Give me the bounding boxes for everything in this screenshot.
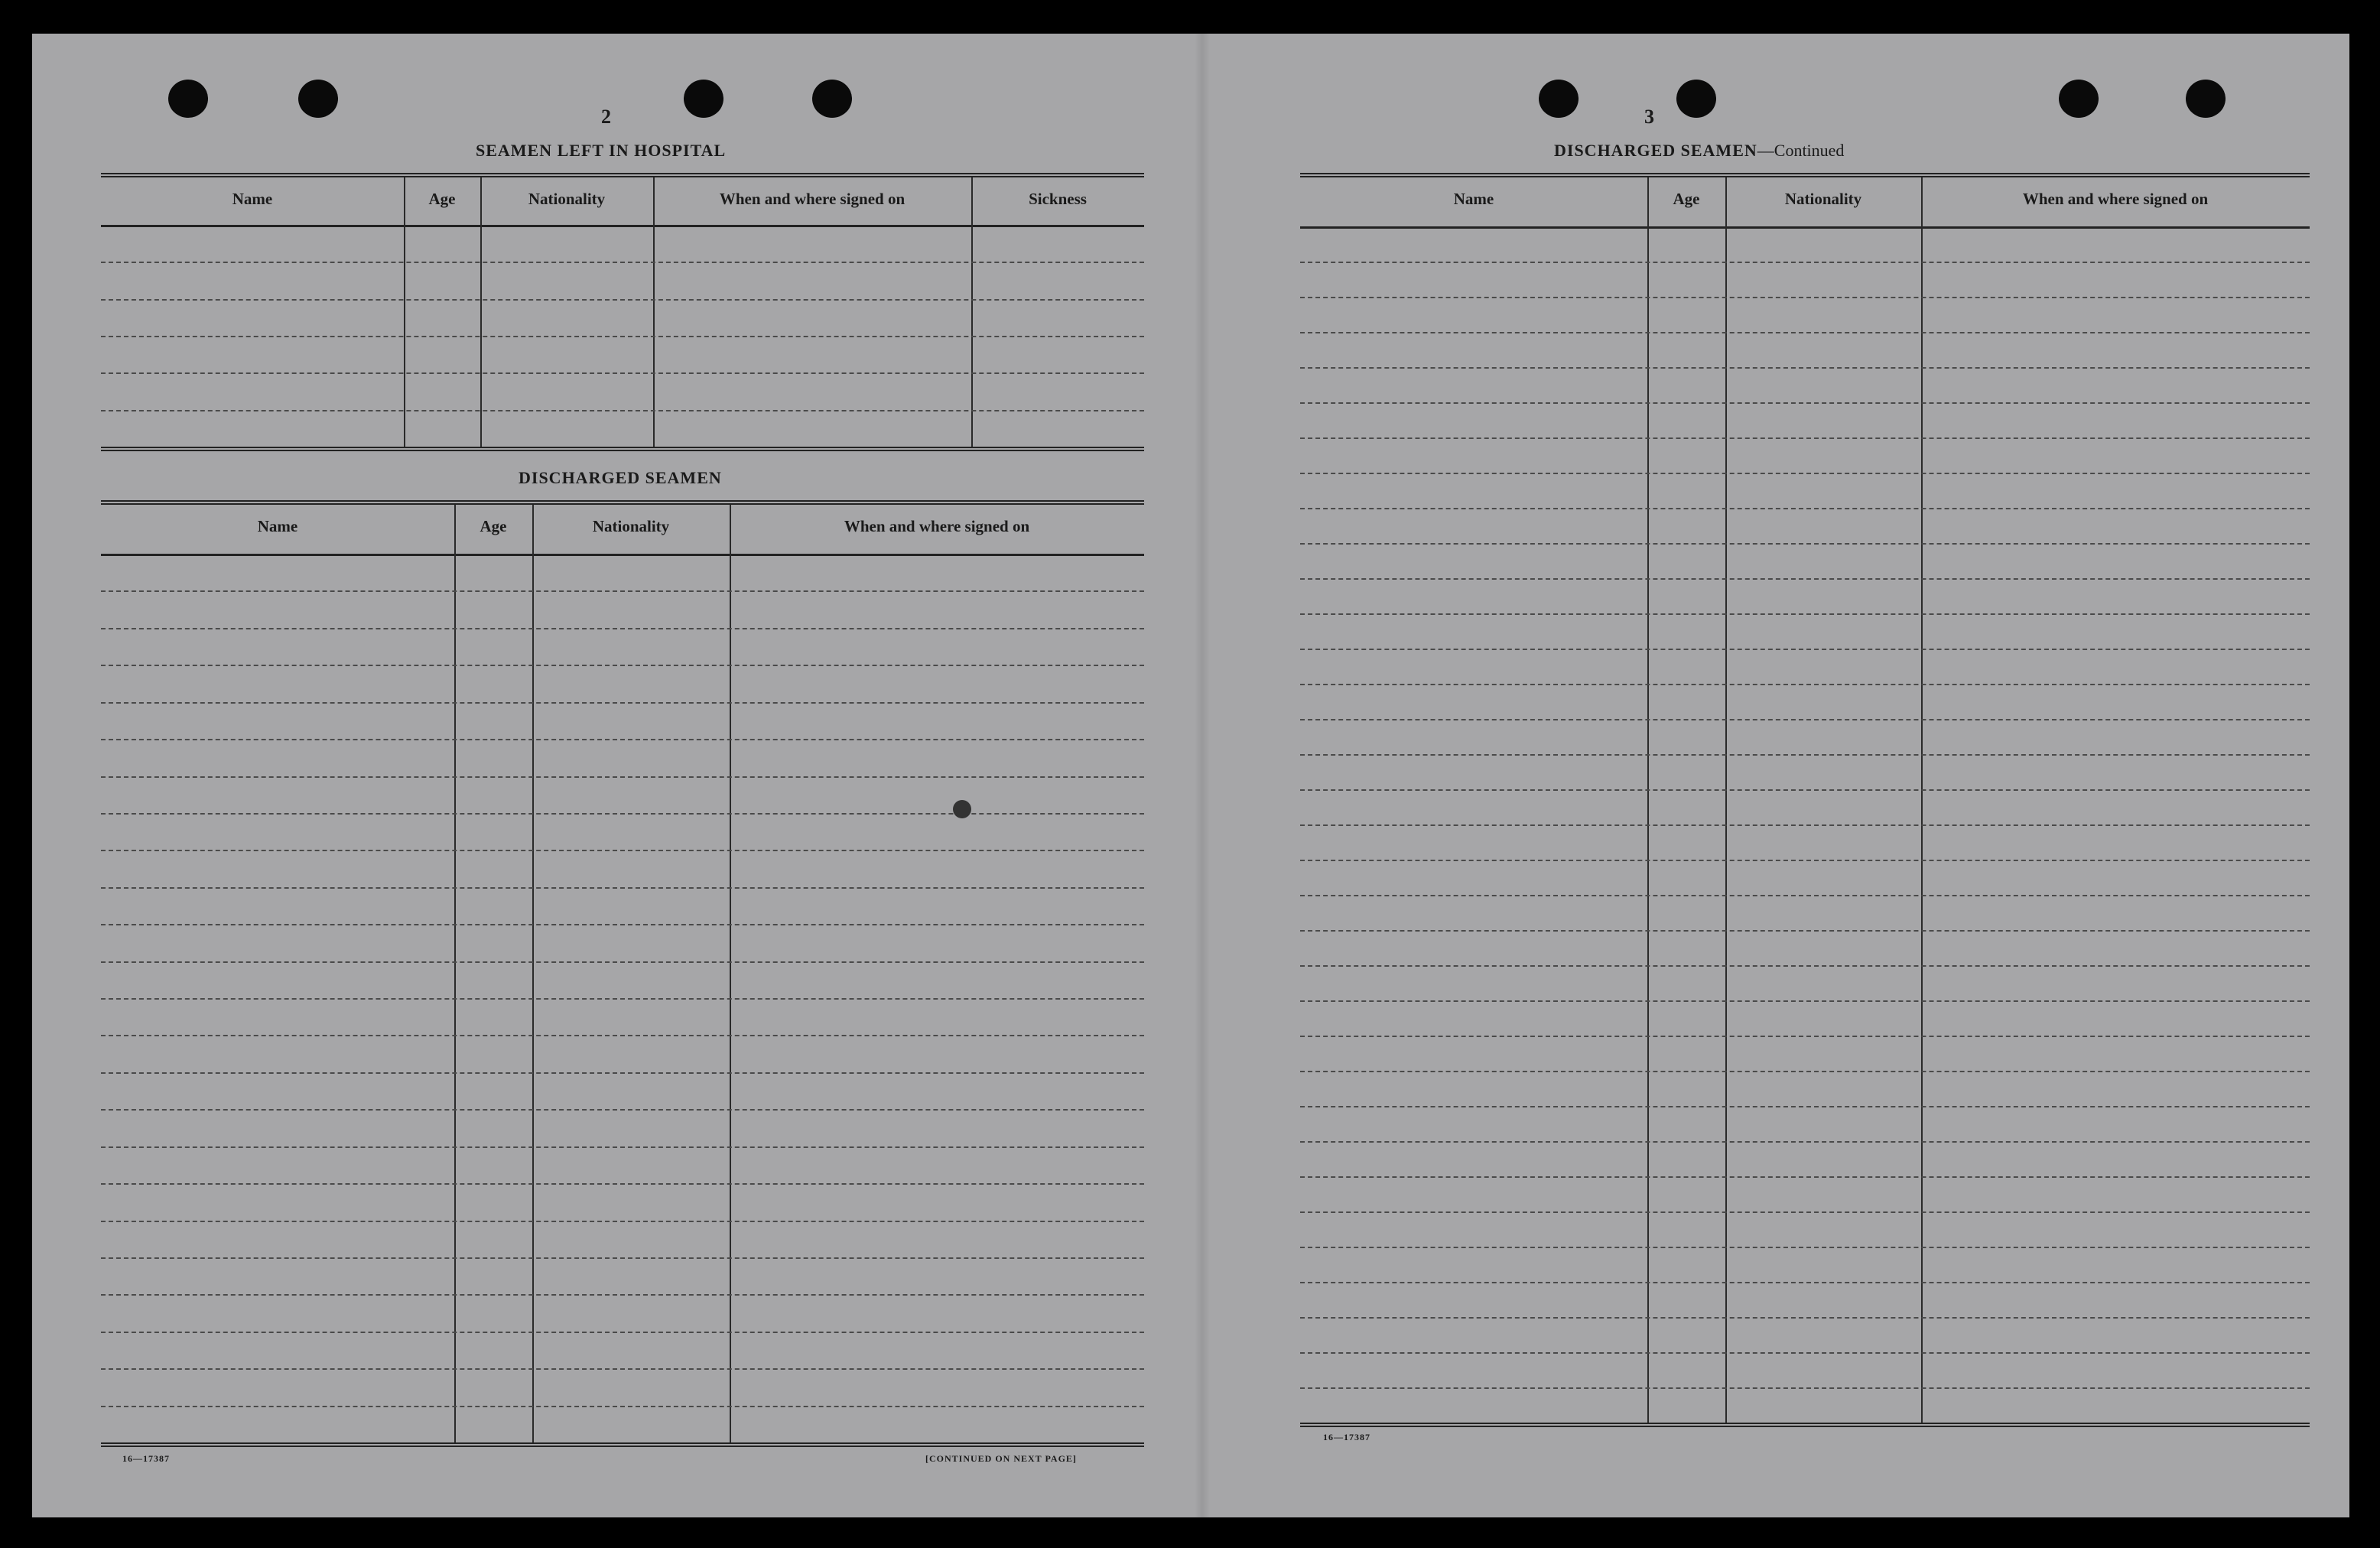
table-row: [1300, 789, 2310, 791]
table-row: [101, 739, 1144, 740]
column-header-name: Name: [257, 517, 298, 535]
table-rows: [101, 225, 1144, 447]
table-row: [1300, 367, 2310, 369]
column-header-sickness: Sickness: [1029, 190, 1087, 208]
left-page: [32, 34, 1195, 1517]
table-row: [1300, 930, 2310, 932]
table-row: [1300, 719, 2310, 720]
column-header-nationality: Nationality: [1784, 190, 1862, 208]
table-row: [1300, 437, 2310, 439]
table-row: [101, 299, 1144, 301]
column-header-nationality: Nationality: [528, 190, 606, 208]
table-row: [101, 410, 1144, 411]
table-row: [101, 924, 1144, 925]
discharged-section-title: DISCHARGED SEAMEN: [519, 468, 722, 487]
table-row: [101, 1109, 1144, 1111]
column-header-age: Age: [428, 190, 456, 208]
table-row: [101, 1221, 1144, 1222]
table-row: [1300, 1317, 2310, 1319]
table-header: [101, 505, 1144, 556]
table-header: [101, 177, 1144, 227]
table-row: [101, 628, 1144, 629]
table-row: [1300, 1352, 2310, 1354]
table-row: [1300, 860, 2310, 861]
page-number: 2: [601, 106, 611, 128]
table-row: [101, 1368, 1144, 1370]
table-row: [101, 665, 1144, 666]
discharged-continued-title: [1554, 141, 1844, 161]
column-header-signed-on: When and where signed on: [719, 190, 906, 208]
hospital-section-title: SEAMEN LEFT IN HOSPITAL: [476, 141, 727, 160]
right-page: [1210, 34, 2349, 1517]
page-fold: [1195, 34, 1210, 1517]
table-row: [1300, 473, 2310, 474]
table-row: [1300, 824, 2310, 826]
table-row: [1300, 402, 2310, 404]
table-row: [101, 1146, 1144, 1148]
table-header: [1300, 177, 2310, 229]
table-row: [101, 961, 1144, 963]
table-row: [1300, 508, 2310, 509]
table-row: [101, 1406, 1144, 1407]
table-row: [1300, 578, 2310, 580]
table-row: [1300, 1141, 2310, 1143]
table-row: [1300, 1071, 2310, 1072]
column-header-age: Age: [1673, 190, 1700, 208]
table-row: [1300, 262, 2310, 263]
table-row: [101, 1332, 1144, 1333]
table-row: [1300, 1247, 2310, 1248]
table-row: [1300, 297, 2310, 298]
table-row: [101, 1072, 1144, 1074]
discharged-continued-table: [1300, 173, 2310, 1427]
form-sheet: [32, 34, 2349, 1517]
column-header-nationality: Nationality: [592, 517, 670, 535]
table-row: [1300, 332, 2310, 333]
table-row: [101, 813, 1144, 815]
table-row: [1300, 543, 2310, 545]
table-row: [101, 776, 1144, 778]
title-suffix: —Continued: [1757, 141, 1845, 160]
table-row: [101, 998, 1144, 1000]
table-row: [1300, 1387, 2310, 1389]
table-row: [1300, 895, 2310, 896]
table-row: [101, 850, 1144, 851]
table-rows: [1300, 226, 2310, 1423]
table-rows: [101, 554, 1144, 1442]
table-row: [1300, 1000, 2310, 1002]
table-row: [101, 336, 1144, 337]
table-row: [101, 702, 1144, 704]
table-row: [101, 372, 1144, 374]
table-row: [101, 1035, 1144, 1036]
column-header-signed-on: When and where signed on: [844, 517, 1030, 535]
table-row: [1300, 684, 2310, 685]
ink-speck: [953, 800, 971, 818]
table-row: [101, 1183, 1144, 1185]
form-number: 16—17387: [122, 1453, 170, 1464]
form-number: 16—17387: [1323, 1432, 1370, 1442]
table-row: [1300, 965, 2310, 967]
table-row: [101, 887, 1144, 889]
column-header-signed-on: When and where signed on: [2022, 190, 2209, 208]
table-row: [1300, 1211, 2310, 1213]
title-main: DISCHARGED SEAMEN: [1554, 141, 1757, 160]
table-row: [101, 1294, 1144, 1296]
column-header-name: Name: [232, 190, 273, 208]
hospital-table: [101, 173, 1144, 451]
continued-note: [CONTINUED ON NEXT PAGE]: [925, 1453, 1077, 1464]
table-row: [1300, 649, 2310, 650]
column-header-name: Name: [1453, 190, 1494, 208]
table-row: [101, 1257, 1144, 1259]
table-row: [1300, 613, 2310, 615]
table-row: [1300, 754, 2310, 756]
table-row: [1300, 1036, 2310, 1037]
page-number: 3: [1644, 106, 1654, 128]
table-row: [1300, 1282, 2310, 1283]
discharged-table: [101, 500, 1144, 1447]
table-row: [101, 262, 1144, 263]
table-row: [101, 590, 1144, 592]
column-header-age: Age: [480, 517, 507, 535]
table-row: [1300, 1176, 2310, 1178]
table-row: [1300, 1106, 2310, 1107]
